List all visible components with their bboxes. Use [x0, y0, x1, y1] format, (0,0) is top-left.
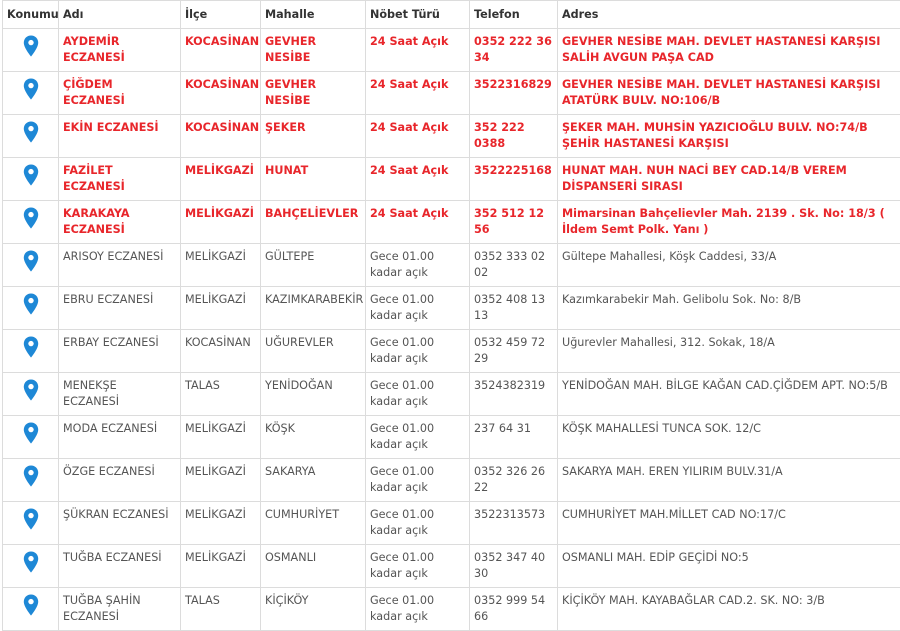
- phone: 0352 326 26 22: [470, 459, 558, 502]
- pharmacy-table: [2, 0, 900, 631]
- pharmacy-name: ŞÜKRAN ECZANESİ: [59, 502, 181, 545]
- phone: 0532 459 72 29: [470, 330, 558, 373]
- duty-type: 24 Saat Açık: [366, 201, 470, 244]
- table-header-row: [3, 1, 900, 29]
- district: MELİKGAZİ: [181, 287, 261, 330]
- district: MELİKGAZİ: [181, 158, 261, 201]
- neighborhood: KÖŞK: [261, 416, 366, 459]
- phone: 0352 347 40 30: [470, 545, 558, 588]
- table-row: [3, 287, 900, 330]
- header-district: İlçe: [181, 1, 261, 29]
- phone: 3522313573: [470, 502, 558, 545]
- district: MELİKGAZİ: [181, 201, 261, 244]
- address: CUMHURİYET MAH.MİLLET CAD NO:17/C: [558, 502, 900, 545]
- table-row: [3, 330, 900, 373]
- pharmacy-name: EKİN ECZANESİ: [59, 115, 181, 158]
- location-cell: [3, 201, 59, 244]
- map-pin-icon[interactable]: [23, 207, 39, 229]
- pharmacy-name: FAZİLET ECZANESİ: [59, 158, 181, 201]
- district: KOCASİNAN: [181, 72, 261, 115]
- location-cell: [3, 373, 59, 416]
- duty-type: 24 Saat Açık: [366, 72, 470, 115]
- location-cell: [3, 588, 59, 631]
- duty-type: 24 Saat Açık: [366, 115, 470, 158]
- table-row: [3, 502, 900, 545]
- address: KÖŞK MAHALLESİ TUNCA SOK. 12/C: [558, 416, 900, 459]
- pharmacy-name: TUĞBA ŞAHİN ECZANESİ: [59, 588, 181, 631]
- neighborhood: YENİDOĞAN: [261, 373, 366, 416]
- district: TALAS: [181, 588, 261, 631]
- phone: 352 222 0388: [470, 115, 558, 158]
- neighborhood: HUNAT: [261, 158, 366, 201]
- neighborhood: KAZIMKARABEKİR: [261, 287, 366, 330]
- duty-type: 24 Saat Açık: [366, 29, 470, 72]
- pharmacy-name: ÇİĞDEM ECZANESİ: [59, 72, 181, 115]
- map-pin-icon[interactable]: [23, 551, 39, 573]
- table-row: [3, 72, 900, 115]
- location-cell: [3, 158, 59, 201]
- district: KOCASİNAN: [181, 330, 261, 373]
- address: Gültepe Mahallesi, Köşk Caddesi, 33/A: [558, 244, 900, 287]
- table-row: [3, 373, 900, 416]
- address: HUNAT MAH. NUH NACİ BEY CAD.14/B VEREM DİSPANSERİ SIRASI: [558, 158, 900, 201]
- district: KOCASİNAN: [181, 115, 261, 158]
- district: MELİKGAZİ: [181, 459, 261, 502]
- header-address: Adres: [558, 1, 900, 29]
- phone: 0352 333 02 02: [470, 244, 558, 287]
- neighborhood: CUMHURİYET: [261, 502, 366, 545]
- neighborhood: KİÇİKÖY: [261, 588, 366, 631]
- duty-type: Gece 01.00 kadar açık: [366, 416, 470, 459]
- duty-type: Gece 01.00 kadar açık: [366, 459, 470, 502]
- map-pin-icon[interactable]: [23, 422, 39, 444]
- duty-type: Gece 01.00 kadar açık: [366, 502, 470, 545]
- address: GEVHER NESİBE MAH. DEVLET HASTANESİ KARŞISI ATATÜRK BULV. NO:106/B: [558, 72, 900, 115]
- phone: 3524382319: [470, 373, 558, 416]
- pharmacy-name: TUĞBA ECZANESİ: [59, 545, 181, 588]
- duty-type: Gece 01.00 kadar açık: [366, 545, 470, 588]
- location-cell: [3, 29, 59, 72]
- phone: 0352 222 36 34: [470, 29, 558, 72]
- district: TALAS: [181, 373, 261, 416]
- header-neighborhood: Mahalle: [261, 1, 366, 29]
- district: MELİKGAZİ: [181, 416, 261, 459]
- address: Mimarsinan Bahçelievler Mah. 2139 . Sk. No: 18/3 ( İldem Semt Polk. Yanı ): [558, 201, 900, 244]
- pharmacy-name: ARISOY ECZANESİ: [59, 244, 181, 287]
- neighborhood: ŞEKER: [261, 115, 366, 158]
- table-row: [3, 545, 900, 588]
- table-row: [3, 201, 900, 244]
- location-cell: [3, 287, 59, 330]
- location-cell: [3, 330, 59, 373]
- map-pin-icon[interactable]: [23, 465, 39, 487]
- header-duty-type: Nöbet Türü: [366, 1, 470, 29]
- neighborhood: OSMANLI: [261, 545, 366, 588]
- duty-type: Gece 01.00 kadar açık: [366, 588, 470, 631]
- phone: 0352 999 54 66: [470, 588, 558, 631]
- map-pin-icon[interactable]: [23, 594, 39, 616]
- location-cell: [3, 416, 59, 459]
- address: GEVHER NESİBE MAH. DEVLET HASTANESİ KARŞISI SALİH AVGUN PAŞA CAD: [558, 29, 900, 72]
- neighborhood: GEVHER NESİBE: [261, 29, 366, 72]
- neighborhood: BAHÇELİEVLER: [261, 201, 366, 244]
- header-location: Konumu: [3, 1, 59, 29]
- header-phone: Telefon: [470, 1, 558, 29]
- pharmacy-name: EBRU ECZANESİ: [59, 287, 181, 330]
- phone: 3522225168: [470, 158, 558, 201]
- map-pin-icon[interactable]: [23, 336, 39, 358]
- neighborhood: UĞUREVLER: [261, 330, 366, 373]
- map-pin-icon[interactable]: [23, 121, 39, 143]
- phone: 352 512 12 56: [470, 201, 558, 244]
- table-row: [3, 158, 900, 201]
- district: KOCASİNAN: [181, 29, 261, 72]
- neighborhood: SAKARYA: [261, 459, 366, 502]
- duty-type: Gece 01.00 kadar açık: [366, 330, 470, 373]
- phone: 0352 408 13 13: [470, 287, 558, 330]
- district: MELİKGAZİ: [181, 502, 261, 545]
- phone: 3522316829: [470, 72, 558, 115]
- location-cell: [3, 72, 59, 115]
- address: OSMANLI MAH. EDİP GEÇİDİ NO:5: [558, 545, 900, 588]
- address: Kazımkarabekir Mah. Gelibolu Sok. No: 8/B: [558, 287, 900, 330]
- map-pin-icon[interactable]: [23, 379, 39, 401]
- pharmacy-name: MENEKŞE ECZANESİ: [59, 373, 181, 416]
- table-row: [3, 244, 900, 287]
- header-name: Adı: [59, 1, 181, 29]
- duty-type: Gece 01.00 kadar açık: [366, 373, 470, 416]
- location-cell: [3, 115, 59, 158]
- duty-type: Gece 01.00 kadar açık: [366, 287, 470, 330]
- pharmacy-name: MODA ECZANESİ: [59, 416, 181, 459]
- map-pin-icon[interactable]: [23, 293, 39, 315]
- map-pin-icon[interactable]: [23, 35, 39, 57]
- table-row: [3, 588, 900, 631]
- pharmacy-name: ÖZGE ECZANESİ: [59, 459, 181, 502]
- duty-type: 24 Saat Açık: [366, 158, 470, 201]
- phone: 237 64 31: [470, 416, 558, 459]
- pharmacy-name: ERBAY ECZANESİ: [59, 330, 181, 373]
- table-row: [3, 459, 900, 502]
- table-row: [3, 416, 900, 459]
- location-cell: [3, 459, 59, 502]
- district: MELİKGAZİ: [181, 545, 261, 588]
- map-pin-icon[interactable]: [23, 78, 39, 100]
- map-pin-icon[interactable]: [23, 508, 39, 530]
- location-cell: [3, 545, 59, 588]
- address: SAKARYA MAH. EREN YILIRIM BULV.31/A: [558, 459, 900, 502]
- duty-type: Gece 01.00 kadar açık: [366, 244, 470, 287]
- neighborhood: GEVHER NESİBE: [261, 72, 366, 115]
- district: MELİKGAZİ: [181, 244, 261, 287]
- pharmacy-name: KARAKAYA ECZANESİ: [59, 201, 181, 244]
- address: Uğurevler Mahallesi, 312. Sokak, 18/A: [558, 330, 900, 373]
- address: ŞEKER MAH. MUHSİN YAZICIOĞLU BULV. NO:74/B ŞEHİR HASTANESİ KARŞISI: [558, 115, 900, 158]
- pharmacy-name: AYDEMİR ECZANESİ: [59, 29, 181, 72]
- table-row: [3, 115, 900, 158]
- address: KİÇİKÖY MAH. KAYABAĞLAR CAD.2. SK. NO: 3/B: [558, 588, 900, 631]
- address: YENİDOĞAN MAH. BİLGE KAĞAN CAD.ÇİĞDEM APT. NO:5/B: [558, 373, 900, 416]
- map-pin-icon[interactable]: [23, 250, 39, 272]
- neighborhood: GÜLTEPE: [261, 244, 366, 287]
- map-pin-icon[interactable]: [23, 164, 39, 186]
- location-cell: [3, 244, 59, 287]
- table-row: [3, 29, 900, 72]
- location-cell: [3, 502, 59, 545]
